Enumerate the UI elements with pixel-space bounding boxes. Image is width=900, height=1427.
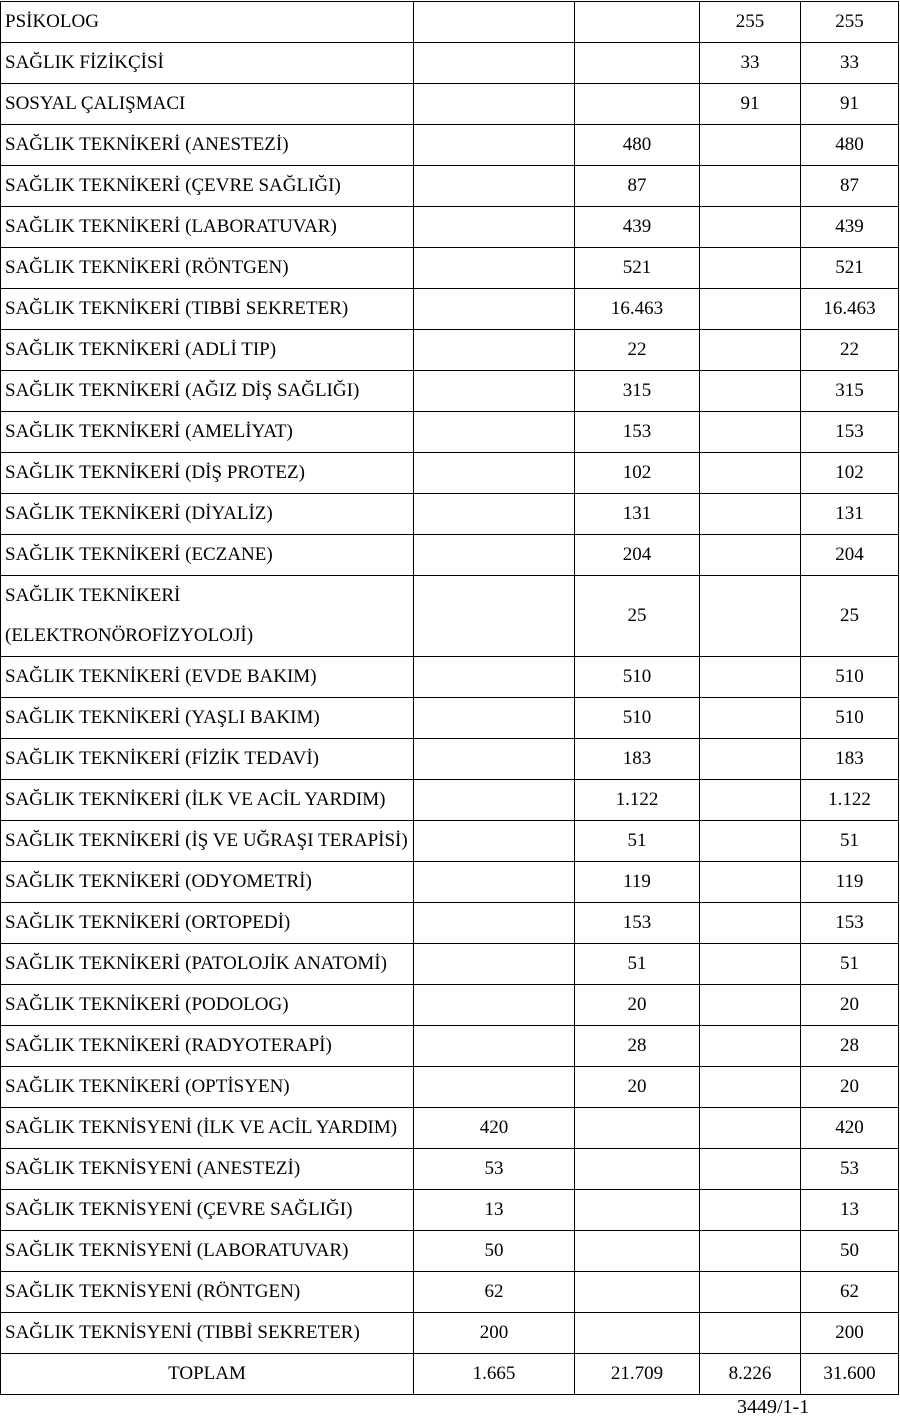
count-c xyxy=(700,289,801,330)
position-name: SAĞLIK TEKNİKERİ (EVDE BAKIM) xyxy=(1,657,414,698)
position-name: SAĞLIK TEKNİKERİ (PODOLOG) xyxy=(1,985,414,1026)
table-row xyxy=(1,821,899,862)
count-c xyxy=(700,862,801,903)
table-row xyxy=(1,371,899,412)
table-body xyxy=(1,2,899,1395)
row-total: 480 xyxy=(801,125,899,166)
count-a xyxy=(414,412,575,453)
count-b xyxy=(575,1313,700,1354)
count-a xyxy=(414,862,575,903)
staff-count-table xyxy=(0,1,899,1395)
row-total: 25 xyxy=(801,576,899,657)
count-b: 204 xyxy=(575,535,700,576)
row-total: 13 xyxy=(801,1190,899,1231)
total-c: 8.226 xyxy=(700,1354,801,1395)
position-name: SAĞLIK TEKNİKERİ (İLK VE ACİL YARDIM) xyxy=(1,780,414,821)
count-b: 28 xyxy=(575,1026,700,1067)
total-a: 1.665 xyxy=(414,1354,575,1395)
position-name: SAĞLIK TEKNİSYENİ (RÖNTGEN) xyxy=(1,1272,414,1313)
row-total: 153 xyxy=(801,412,899,453)
total-label: TOPLAM xyxy=(1,1354,414,1395)
table-row xyxy=(1,412,899,453)
count-a: 13 xyxy=(414,1190,575,1231)
position-name: SAĞLIK TEKNİKERİ (FİZİK TEDAVİ) xyxy=(1,739,414,780)
grand-total: 31.600 xyxy=(801,1354,899,1395)
count-b xyxy=(575,43,700,84)
total-row xyxy=(1,1354,899,1395)
count-b xyxy=(575,1190,700,1231)
count-a xyxy=(414,1026,575,1067)
row-total: 28 xyxy=(801,1026,899,1067)
count-a xyxy=(414,84,575,125)
count-a xyxy=(414,43,575,84)
count-b: 153 xyxy=(575,903,700,944)
row-total: 131 xyxy=(801,494,899,535)
row-total: 315 xyxy=(801,371,899,412)
position-name: SAĞLIK TEKNİKERİ (DİYALİZ) xyxy=(1,494,414,535)
count-c xyxy=(700,657,801,698)
table-row xyxy=(1,698,899,739)
count-c xyxy=(700,985,801,1026)
count-c xyxy=(700,125,801,166)
count-b: 521 xyxy=(575,248,700,289)
count-b: 183 xyxy=(575,739,700,780)
count-a: 53 xyxy=(414,1149,575,1190)
total-b: 21.709 xyxy=(575,1354,700,1395)
table-row xyxy=(1,985,899,1026)
count-c xyxy=(700,453,801,494)
count-c xyxy=(700,412,801,453)
count-a xyxy=(414,371,575,412)
row-total: 510 xyxy=(801,698,899,739)
position-name: SAĞLIK TEKNİKERİ (RADYOTERAPİ) xyxy=(1,1026,414,1067)
count-b: 25 xyxy=(575,576,700,657)
count-a xyxy=(414,576,575,657)
row-total: 51 xyxy=(801,944,899,985)
count-c xyxy=(700,166,801,207)
count-b: 510 xyxy=(575,657,700,698)
row-total: 20 xyxy=(801,985,899,1026)
count-c xyxy=(700,576,801,657)
position-name: SAĞLIK TEKNİKERİ (ODYOMETRİ) xyxy=(1,862,414,903)
table-row xyxy=(1,862,899,903)
count-b: 1.122 xyxy=(575,780,700,821)
count-b: 439 xyxy=(575,207,700,248)
table-row xyxy=(1,289,899,330)
count-b: 102 xyxy=(575,453,700,494)
count-c xyxy=(700,1272,801,1313)
count-c xyxy=(700,698,801,739)
count-a xyxy=(414,698,575,739)
count-b xyxy=(575,84,700,125)
row-total: 50 xyxy=(801,1231,899,1272)
count-a xyxy=(414,903,575,944)
count-c xyxy=(700,207,801,248)
table-row xyxy=(1,944,899,985)
count-b xyxy=(575,1149,700,1190)
count-a xyxy=(414,453,575,494)
position-name: SAĞLIK TEKNİKERİ (ECZANE) xyxy=(1,535,414,576)
row-total: 510 xyxy=(801,657,899,698)
count-c xyxy=(700,903,801,944)
row-total: 153 xyxy=(801,903,899,944)
count-b xyxy=(575,1108,700,1149)
position-name: SAĞLIK TEKNİKERİ (LABORATUVAR) xyxy=(1,207,414,248)
row-total: 20 xyxy=(801,1067,899,1108)
row-total: 51 xyxy=(801,821,899,862)
row-total: 119 xyxy=(801,862,899,903)
count-c xyxy=(700,1026,801,1067)
table-row xyxy=(1,166,899,207)
count-a: 50 xyxy=(414,1231,575,1272)
row-total: 420 xyxy=(801,1108,899,1149)
table-row xyxy=(1,125,899,166)
table-row xyxy=(1,903,899,944)
table-row xyxy=(1,1231,899,1272)
position-name: SAĞLIK TEKNİSYENİ (ANESTEZİ) xyxy=(1,1149,414,1190)
row-total: 255 xyxy=(801,2,899,43)
table-row xyxy=(1,1067,899,1108)
table-row xyxy=(1,248,899,289)
count-b: 119 xyxy=(575,862,700,903)
table-row xyxy=(1,657,899,698)
count-a xyxy=(414,657,575,698)
count-c: 91 xyxy=(700,84,801,125)
table-row xyxy=(1,780,899,821)
count-c: 255 xyxy=(700,2,801,43)
count-a xyxy=(414,1067,575,1108)
position-name: SOSYAL ÇALIŞMACI xyxy=(1,84,414,125)
count-b: 51 xyxy=(575,944,700,985)
count-c xyxy=(700,944,801,985)
row-total: 1.122 xyxy=(801,780,899,821)
position-name: SAĞLIK TEKNİKERİ (AMELİYAT) xyxy=(1,412,414,453)
count-b: 20 xyxy=(575,985,700,1026)
position-name: SAĞLIK FİZİKÇİSİ xyxy=(1,43,414,84)
count-a xyxy=(414,985,575,1026)
count-b xyxy=(575,2,700,43)
table-row xyxy=(1,1026,899,1067)
position-name: SAĞLIK TEKNİKERİ (YAŞLI BAKIM) xyxy=(1,698,414,739)
count-c xyxy=(700,780,801,821)
count-a xyxy=(414,248,575,289)
count-b: 131 xyxy=(575,494,700,535)
row-total: 62 xyxy=(801,1272,899,1313)
count-a: 200 xyxy=(414,1313,575,1354)
table-row xyxy=(1,535,899,576)
count-a xyxy=(414,207,575,248)
count-b: 510 xyxy=(575,698,700,739)
table-row xyxy=(1,1190,899,1231)
count-a xyxy=(414,821,575,862)
count-c xyxy=(700,1313,801,1354)
count-c xyxy=(700,1190,801,1231)
count-c xyxy=(700,330,801,371)
position-name: SAĞLIK TEKNİKERİ (TIBBİ SEKRETER) xyxy=(1,289,414,330)
count-b: 153 xyxy=(575,412,700,453)
count-b: 20 xyxy=(575,1067,700,1108)
count-a xyxy=(414,944,575,985)
count-b: 16.463 xyxy=(575,289,700,330)
count-c xyxy=(700,1149,801,1190)
count-b: 315 xyxy=(575,371,700,412)
count-a xyxy=(414,289,575,330)
row-total: 87 xyxy=(801,166,899,207)
row-total: 91 xyxy=(801,84,899,125)
position-name: SAĞLIK TEKNİKERİ (ADLİ TIP) xyxy=(1,330,414,371)
position-name: SAĞLIK TEKNİSYENİ (ÇEVRE SAĞLIĞI) xyxy=(1,1190,414,1231)
position-name: SAĞLIK TEKNİKERİ (İŞ VE UĞRAŞI TERAPİSİ) xyxy=(1,821,414,862)
position-name: SAĞLIK TEKNİKERİ (ANESTEZİ) xyxy=(1,125,414,166)
count-c xyxy=(700,1231,801,1272)
count-c xyxy=(700,371,801,412)
table-row xyxy=(1,494,899,535)
count-b: 87 xyxy=(575,166,700,207)
position-name: SAĞLIK TEKNİKERİ (AĞIZ DİŞ SAĞLIĞI) xyxy=(1,371,414,412)
table-row xyxy=(1,1108,899,1149)
count-b xyxy=(575,1231,700,1272)
position-name: SAĞLIK TEKNİSYENİ (TIBBİ SEKRETER) xyxy=(1,1313,414,1354)
count-a: 420 xyxy=(414,1108,575,1149)
table-row xyxy=(1,330,899,371)
count-a xyxy=(414,166,575,207)
row-total: 183 xyxy=(801,739,899,780)
table-row xyxy=(1,207,899,248)
count-a: 62 xyxy=(414,1272,575,1313)
row-total: 521 xyxy=(801,248,899,289)
count-b: 51 xyxy=(575,821,700,862)
table-row xyxy=(1,43,899,84)
count-a xyxy=(414,125,575,166)
count-c xyxy=(700,821,801,862)
row-total: 204 xyxy=(801,535,899,576)
row-total: 16.463 xyxy=(801,289,899,330)
position-name: SAĞLIK TEKNİKERİ (RÖNTGEN) xyxy=(1,248,414,289)
count-c: 33 xyxy=(700,43,801,84)
position-name: SAĞLIK TEKNİSYENİ (İLK VE ACİL YARDIM) xyxy=(1,1108,414,1149)
count-c xyxy=(700,1067,801,1108)
table-row xyxy=(1,1313,899,1354)
row-total: 53 xyxy=(801,1149,899,1190)
row-total: 33 xyxy=(801,43,899,84)
row-total: 200 xyxy=(801,1313,899,1354)
count-a xyxy=(414,330,575,371)
position-name: SAĞLIK TEKNİKERİ (ELEKTRONÖROFİZYOLOJİ) xyxy=(1,576,414,657)
count-b: 480 xyxy=(575,125,700,166)
count-a xyxy=(414,739,575,780)
table-row xyxy=(1,1272,899,1313)
position-name: SAĞLIK TEKNİKERİ (PATOLOJİK ANATOMİ) xyxy=(1,944,414,985)
count-c xyxy=(700,739,801,780)
count-a xyxy=(414,494,575,535)
table-row xyxy=(1,453,899,494)
position-name: SAĞLIK TEKNİKERİ (ORTOPEDİ) xyxy=(1,903,414,944)
count-a xyxy=(414,780,575,821)
count-a xyxy=(414,535,575,576)
count-c xyxy=(700,248,801,289)
position-name: PSİKOLOG xyxy=(1,2,414,43)
count-c xyxy=(700,1108,801,1149)
table-row xyxy=(1,2,899,43)
table-row xyxy=(1,576,899,657)
row-total: 102 xyxy=(801,453,899,494)
table-row xyxy=(1,84,899,125)
page-number: 3449/1-1 xyxy=(737,1396,810,1418)
position-name: SAĞLIK TEKNİKERİ (ÇEVRE SAĞLIĞI) xyxy=(1,166,414,207)
position-name: SAĞLIK TEKNİSYENİ (LABORATUVAR) xyxy=(1,1231,414,1272)
table-row xyxy=(1,1149,899,1190)
row-total: 22 xyxy=(801,330,899,371)
position-name: SAĞLIK TEKNİKERİ (DİŞ PROTEZ) xyxy=(1,453,414,494)
table-row xyxy=(1,739,899,780)
count-a xyxy=(414,2,575,43)
position-name: SAĞLIK TEKNİKERİ (OPTİSYEN) xyxy=(1,1067,414,1108)
count-b xyxy=(575,1272,700,1313)
row-total: 439 xyxy=(801,207,899,248)
count-c xyxy=(700,535,801,576)
count-b: 22 xyxy=(575,330,700,371)
count-c xyxy=(700,494,801,535)
